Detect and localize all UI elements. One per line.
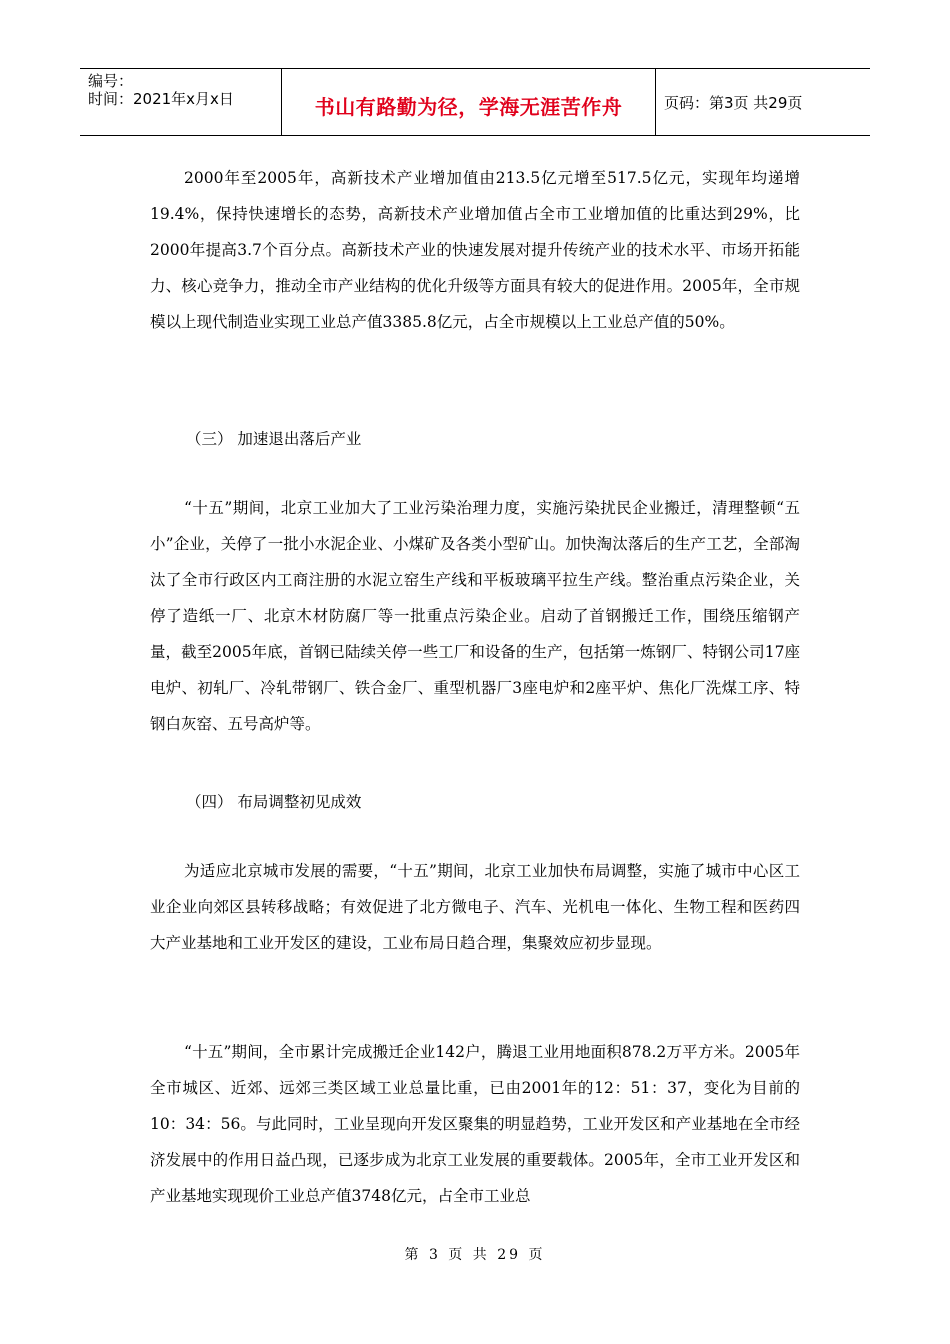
header-motto-cell	[282, 69, 656, 135]
header-meta-cell	[80, 69, 282, 135]
paragraph-hightech-growth: 2000年至2005年，高新技术产业增加值由213.5亿元增至517.5亿元，实现年均递增19.4%，保持快速增长的态势，高新技术产业增加值占全市工业增加值的比重达到29%，比2000年提高3.7个百分点。高新技术产业的快速发展对提升传统产业的技术水平、市场开拓能力、核心竞争力，推动全市产业结构的优化升级等方面具有较大的促进作用。2005年，全市规模以上现代制造业实现工业总产值3385.8亿元，占全市规模以上工业总产值的50%。	[150, 169, 800, 331]
section-heading-4: （四） 布局调整初见成效	[186, 793, 362, 811]
paragraph-relocation-stats: “十五”期间，全市累计完成搬迁企业142户，腾退工业用地面积878.2万平方米。2005年全市城区、近郊、远郊三类区域工业总量比重，已由2001年的12：51：37，变化为目前的10：34：56。与此同时，工业呈现向开发区聚集的明显趋势，工业开发区和产业基地在全市经济发展中的作用日益凸现，已逐步成为北京工业发展的重要载体。2005年，全市工业开发区和产业基地实现现价工业总产值3748亿元，占全市工业总	[150, 1043, 800, 1205]
page-footer: 第 3 页 共 29 页	[404, 1247, 546, 1263]
section-heading-3: （三） 加速退出落后产业	[186, 430, 362, 448]
header-page-cell	[656, 69, 870, 135]
paragraph-layout-adjustment: 为适应北京城市发展的需要，“十五”期间，北京工业加快布局调整，实施了城市中心区工业企业向郊区县转移战略；有效促进了北方微电子、汽车、光机电一体化、生物工程和医药四大产业基地和工业开发区的建设，工业布局日趋合理，集聚效应初步显现。	[150, 862, 800, 952]
page-header	[80, 68, 870, 136]
header-motto: 书山有路勤为径，学海无涯苦作舟	[314, 94, 623, 119]
paragraph-eliminate-backward-industry: “十五”期间，北京工业加大了工业污染治理力度，实施污染扰民企业搬迁，清理整顿“五小”企业，关停了一批小水泥企业、小煤矿及各类小型矿山。加快淘汰落后的生产工艺，全部淘汰了全市行政区内工商注册的水泥立窑生产线和平板玻璃平拉生产线。整治重点污染企业，关停了造纸一厂、北京木材防腐厂等一批重点污染企业。启动了首钢搬迁工作，围绕压缩钢产量，截至2005年底，首钢已陆续关停一些工厂和设备的生产，包括第一炼钢厂、特钢公司17座电炉、初轧厂、冷轧带钢厂、铁合金厂、重型机器厂3座电炉和2座平炉、焦化厂洗煤工序、特钢白灰窑、五号高炉等。	[150, 499, 800, 733]
document-date-label: 时间：2021年x月x日	[88, 90, 234, 108]
document-code-label: 编号：	[88, 72, 134, 90]
header-page-number: 页码：第3页 共29页	[664, 93, 803, 112]
